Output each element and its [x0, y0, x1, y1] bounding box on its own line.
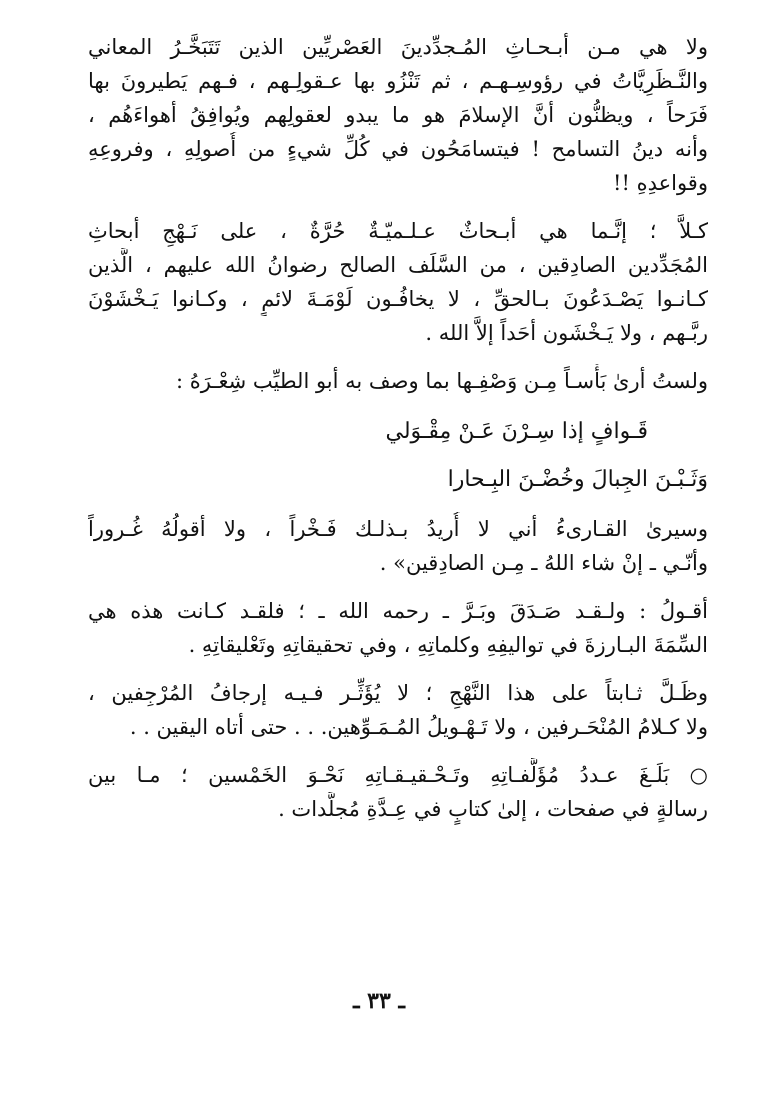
text-line: رسالةٍ في صفحات ، إلىٰ كتابٍ في عِـدَّةِ مُجلَّدات .: [278, 797, 708, 821]
text-line: وقواعدِهِ !!: [613, 171, 708, 195]
paragraph-5: [88, 594, 708, 662]
paragraph-1: [88, 30, 708, 200]
page-body: [88, 30, 708, 840]
text-line: أقـولُ : ولـقـد صَـدَقَ وبَـرَّ ـ رحمه الله ـ ؛ فلقـد كـانت هذه هي: [88, 599, 708, 623]
paragraph-4: [88, 512, 708, 580]
text-line: وأنه دينُ التسامح ! فيتسامَحُون في كُلِّ شيءٍ من أُصولِهِ ، وفروعِهِ: [88, 137, 708, 161]
text-line: وأنّـي ـ إنْ شاء اللهُ ـ مِـن الصادِقين» .: [379, 551, 708, 575]
text-line: المُجَدِّدين الصادِقين ، من السَّلَف الصالح رضوانُ الله عليهم ، الَّذين: [88, 253, 708, 277]
verse-line-1: قَـوافٍ إذا سِـرْنَ عَـنْ مِقْـوَلي: [385, 419, 648, 444]
text-line: وظَـلَّ ثـابتاً على هذا النَّهْجِ ؛ لا يُؤَثِّـر فـيـه إرجافُ المُرْجِفين ،: [88, 681, 708, 705]
paragraph-6: [88, 676, 708, 744]
text-line: فَرَحاً ، ويظنُّون أنَّ الإسلامَ هو ما يبدو لعقولِهم ويُوافِقُ أهواءَهُم ،: [88, 103, 708, 127]
poetry-verse: [88, 412, 708, 500]
text-line: ولستُ أرىٰ بَأْسـاً مِـن وَصْفِـها بما وصف به أبو الطيِّب شِعْـرَهُ :: [175, 369, 708, 393]
paragraph-7: [88, 758, 708, 826]
text-line: كـلاَّ ؛ إنَّـما هي أبـحاثٌ عـلـميّـةٌ حُرَّةٌ ، على نَـهْجِ أبحاثِ: [88, 219, 708, 243]
text-line: كـانـوا يَصْـدَعُونَ بـالحقِّ ، لا يخافُـون لَوْمَـةَ لائمٍ ، وكـانوا يَـخْشَوْنَ: [88, 287, 708, 311]
text-line: ولا كـلامُ المُنْحَـرفين ، ولا تَـهْـويلُ المُـمَـوِّهين. . . حتى أتاه اليقين . .: [129, 715, 708, 739]
paragraph-2: [88, 214, 708, 350]
text-line: ولا هي مـن أبـحـاثِ المُـجدِّدينَ العَصْريِّين الذين تَتَبَخَّـرُ المعاني: [88, 35, 708, 59]
text-line: ○ بَلَـغَ عـددُ مُؤَلَّفـاتِهِ وتَـحْـقيـقـاتِهِ نَحْـوَ الخَمْسين ؛ مـا بين: [88, 763, 708, 787]
text-line: وسيرىٰ القـارىءُ أني لا أُريدُ بـذلـك فَـخْراً ، ولا أقولُهُ غُـروراً: [88, 517, 708, 541]
paragraph-3: [88, 364, 708, 398]
verse-line-2: وَثَـبْـنَ الجِبالَ وخُضْـنَ البِـحارا: [447, 467, 708, 492]
text-line: ربَّـهم ، ولا يَـخْشَون أحَداً إلاَّ الله .: [425, 321, 708, 345]
text-line: السِّمَةَ البـارزةَ في تواليفِهِ وكلماتِهِ ، وفي تحقيقاتِهِ وتَعْليقاتِهِ .: [188, 633, 708, 657]
text-line: والنَّـظَرِيَّاتُ في رؤوسِـهـم ، ثم تَنْزُو بها عـقولِـهم ، فـهم يَطيرونَ بها: [88, 69, 708, 93]
page-number: ـ ٣٣ ـ: [353, 988, 405, 1014]
